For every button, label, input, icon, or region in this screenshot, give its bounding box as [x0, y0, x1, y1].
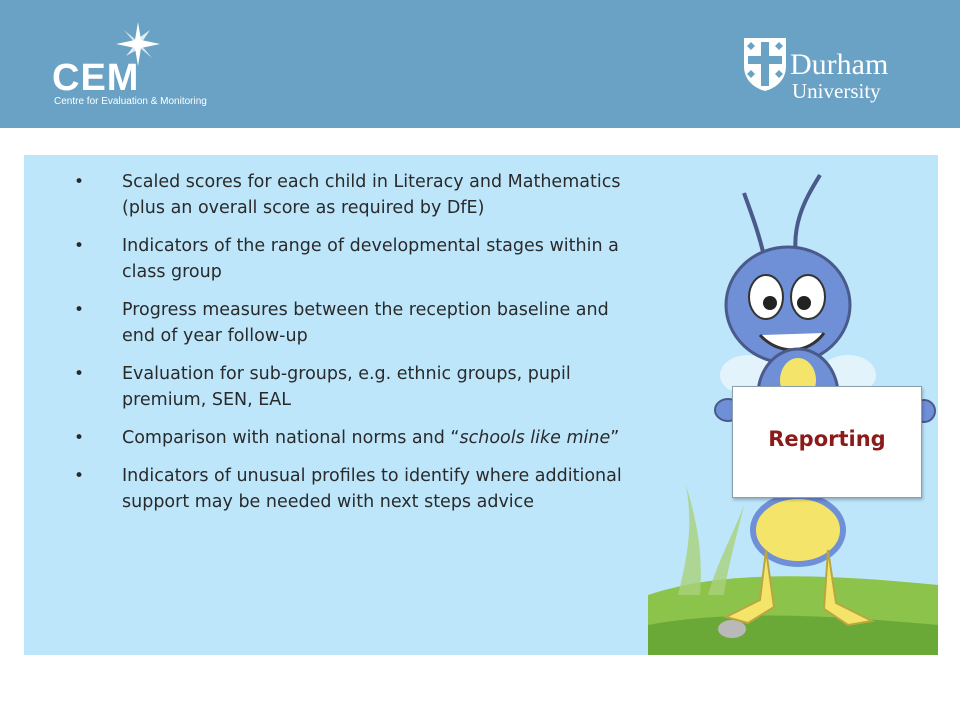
- reporting-sign: [732, 386, 922, 498]
- bullet-marker: •: [74, 364, 85, 384]
- bullet-text-before: Comparison with national norms and “: [122, 428, 460, 448]
- sign-label: Reporting: [768, 427, 886, 451]
- bullet-item: [24, 233, 648, 285]
- durham-logo: [742, 36, 912, 106]
- bullet-text: Progress measures between the reception baseline and end of year follow-up: [122, 300, 609, 346]
- shield-icon: [742, 36, 788, 92]
- bullet-item: [24, 425, 648, 451]
- durham-subtitle: University: [792, 79, 881, 103]
- bullet-item: [24, 169, 648, 221]
- header-band: [0, 0, 960, 128]
- bullet-text-emphasis: schools like mine: [459, 428, 611, 448]
- cem-tagline: Centre for Evaluation & Monitoring: [54, 96, 207, 107]
- bullet-item: [24, 297, 648, 349]
- bullet-marker: •: [74, 300, 85, 320]
- bullet-text-after: ”: [610, 428, 620, 448]
- bullet-item: [24, 463, 648, 515]
- bullet-text: Indicators of the range of developmental stages within a class group: [122, 236, 619, 282]
- bullet-text: Scaled scores for each child in Literacy and Mathematics (plus an overall score as required by DfE): [122, 172, 621, 218]
- bullet-list: [24, 169, 648, 527]
- bullet-panel: [24, 155, 648, 655]
- bullet-text: Evaluation for sub-groups, e.g. ethnic groups, pupil premium, SEN, EAL: [122, 364, 571, 410]
- bullet-marker: •: [74, 428, 85, 448]
- bullet-marker: •: [74, 466, 85, 486]
- cem-wordmark: CEM: [52, 57, 140, 99]
- bullet-text: Indicators of unusual profiles to identify where additional support may be needed with next steps advice: [122, 466, 622, 512]
- durham-name: Durham: [790, 48, 889, 81]
- cem-logo: [52, 22, 252, 112]
- bullet-item: [24, 361, 648, 413]
- bullet-marker: •: [74, 172, 85, 192]
- bullet-marker: •: [74, 236, 85, 256]
